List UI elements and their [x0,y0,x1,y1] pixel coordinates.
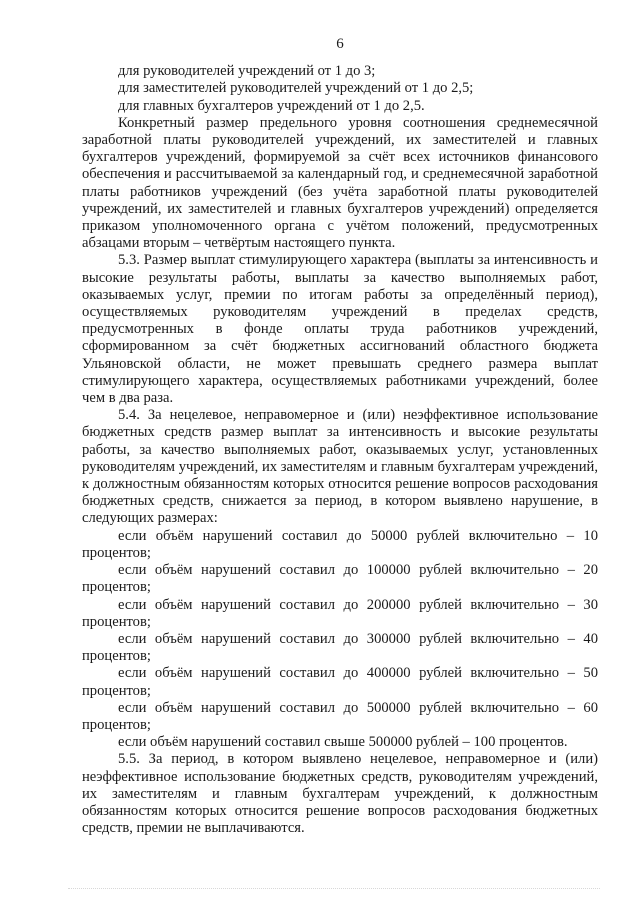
violation-item: если объём нарушений составил до 100000 рублей включительно – 20 процентов; [82,562,598,596]
ratio-line-deputies: для заместителей руководителей учреждений от 1 до 2,5; [118,80,474,97]
paragraph-5-4: 5.4. За нецелевое, неправомерное и (или) неэффективное использование бюджетных средств размер выплат за интенсивность и высокие результаты работы, за качество выполняемых работ, оказываемых услуг, установленных руководителям учреждений, их заместителям и главным бухгалтерам учреждений, к должностным обязанностям которых относится решение вопросов расходования бюджетных средств, снижается за период, в котором выявлено нарушение, в следующих размерах: [82,407,598,527]
violation-item: если объём нарушений составил до 300000 рублей включительно – 40 процентов; [82,630,598,665]
paragraph-ratio: Конкретный размер предельного уровня соотношения среднемесячной заработной платы руководителей учреждений, их заместителей и главных бухгалтеров учреждений, формируемой за счёт всех источников финансового обеспечения и рассчитываемой за календарный год, и среднемесячной заработной платы работников учреждений (без учёта заработной платы руководителей учреждений, их заместителей и главных бухгалтеров учреждений) определяется приказом уполномоченного органа с учётом положений, предусмотренных абзацами вторым – четвёртым настоящего пункта. [82,114,598,252]
page-number: 6 [336,36,344,52]
document-page [82,36,598,837]
ratio-line-heads: для руководителей учреждений от 1 до 3; [118,63,376,80]
paragraph-5-3: 5.3. Размер выплат стимулирующего характера (выплаты за интенсивность и высокие результаты работы, выплаты за качество выполняемых работ, оказываемых услуг, премии по итогам работы за определённый период), осуществляемых руководителям учреждений в пределах средств, предусмотренных в фонде оплаты труда работников учреждений, сформированном за счёт бюджетных ассигнований областного бюджета Ульяновской области, не может превышать среднего размера выплат стимулирующего характера, осуществляемых работниками учреждений, более чем в два раза. [82,252,598,407]
violation-item: если объём нарушений составил до 400000 рублей включительно – 50 процентов; [82,665,598,699]
ratio-line-accountants: для главных бухгалтеров учреждений от 1 до 2,5. [118,97,425,114]
scan-footer-rule [68,888,600,889]
violation-item: если объём нарушений составил до 500000 рублей включительно – 60 процентов; [82,699,598,733]
paragraph-5-5: 5.5. За период, в котором выявлено нецелевое, неправомерное и (или) неэффективное использование бюджетных средств, руководителям учреждений, их заместителям и главным бухгалтерам учреждений, к должностным обязанностям которых относится решение вопросов расходования бюджетных средств, премии не выплачиваются. [82,751,598,837]
violation-item: если объём нарушений составил до 200000 рублей включительно – 30 процентов; [82,596,598,630]
violation-item: если объём нарушений составил до 50000 рублей включительно – 10 процентов; [82,527,598,561]
violation-item-last: если объём нарушений составил свыше 500000 рублей – 100 процентов. [118,734,568,751]
